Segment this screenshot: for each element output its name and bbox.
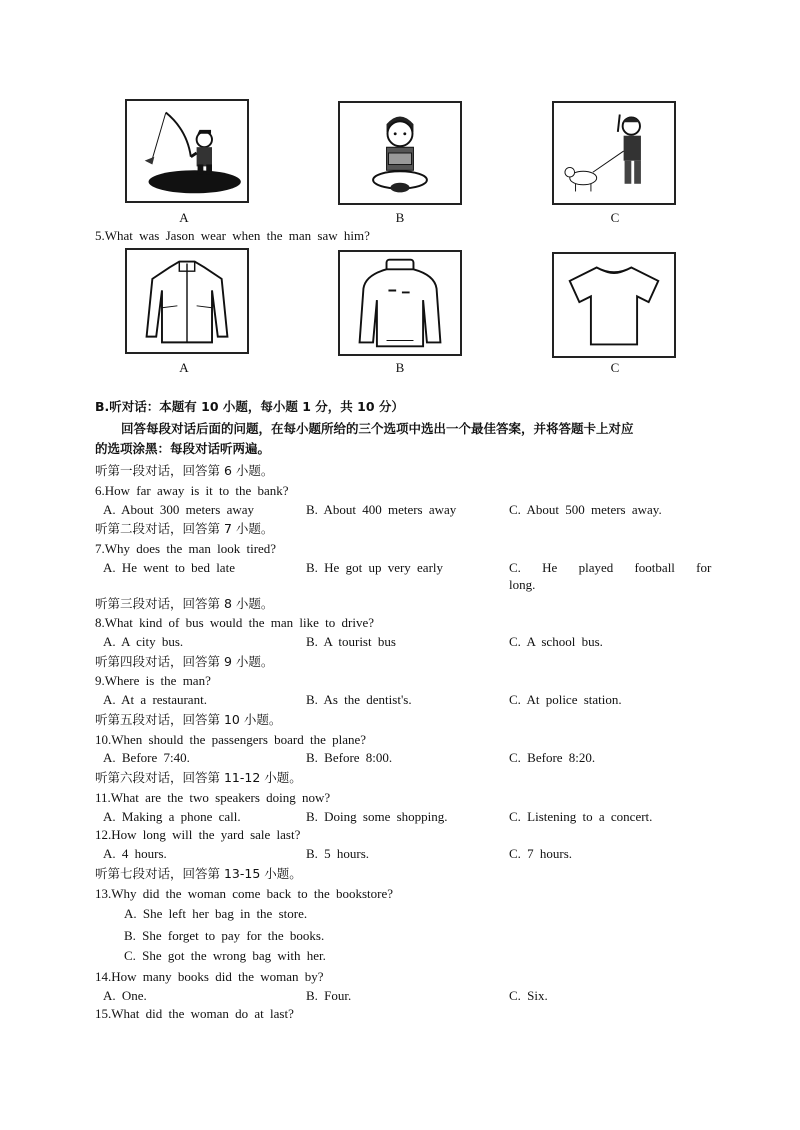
q6-option-b: B. About 400 meters away	[306, 502, 457, 517]
q7-option-c-line2: long.	[509, 577, 536, 592]
segment-6-heading: 听第六段对话，回答第 11-12 小题。	[95, 770, 302, 785]
q7-option-b: B. He got up very early	[306, 560, 444, 575]
section-b-title: B.听对话：本题有 10 小题，每小题 1 分，共 10 分）	[95, 399, 404, 414]
q13-option-b: B. She forget to pay for the books.	[124, 928, 325, 943]
question-5: 5.What was Jason wear when the man saw him?	[95, 228, 370, 243]
q11-option-c: C. Listening to a concert.	[509, 809, 653, 824]
segment-1-heading: 听第一段对话，回答第 6 小题。	[95, 463, 274, 478]
q13-option-a: A. She left her bag in the store.	[124, 906, 308, 921]
segment-3-heading: 听第三段对话，回答第 8 小题。	[95, 596, 274, 611]
q10-option-a: A. Before 7:40.	[103, 750, 190, 765]
q14-option-a: A. One.	[103, 988, 147, 1003]
question-7: 7.Why does the man look tired?	[95, 541, 277, 556]
q7-option-a: A. He went to bed late	[103, 560, 235, 575]
q11-option-b: B. Doing some shopping.	[306, 809, 448, 824]
question-12: 12.How long will the yard sale last?	[95, 827, 301, 842]
jacket-icon	[127, 250, 247, 352]
segment-7-heading: 听第七段对话，回答第 13-15 小题。	[95, 866, 302, 881]
q5-label-b: B	[395, 360, 405, 375]
question-10: 10.When should the passengers board the plane?	[95, 732, 367, 747]
picture-a-fishing	[125, 99, 249, 203]
q14-option-c: C. Six.	[509, 988, 548, 1003]
question-13: 13.Why did the woman come back to the bookstore?	[95, 886, 394, 901]
picture-b-sweater	[338, 250, 462, 356]
question-15: 15.What did the woman do at last?	[95, 1006, 294, 1021]
picture-a-jacket	[125, 248, 249, 354]
segment-2-heading: 听第二段对话，回答第 7 小题。	[95, 521, 274, 536]
q12-option-c: C. 7 hours.	[509, 846, 573, 861]
sweater-icon	[340, 252, 460, 354]
section-b-instruction-line1: 回答每段对话后面的问题，在每小题所给的三个选项中选出一个最佳答案，并将答题卡上对应	[121, 421, 634, 436]
picture-c-t-shirt	[552, 252, 676, 358]
row1-label-a: A	[179, 210, 189, 225]
t-shirt-icon	[554, 254, 674, 356]
q9-option-b: B. As the dentist's.	[306, 692, 412, 707]
question-6: 6.How far away is it to the bank?	[95, 483, 289, 498]
q5-label-a: A	[179, 360, 189, 375]
section-b-instruction-line2: 的选项涂黑：每段对话听两遍。	[95, 441, 271, 456]
q12-option-a: A. 4 hours.	[103, 846, 167, 861]
boy-reading-icon	[340, 103, 460, 203]
q6-option-c: C. About 500 meters away.	[509, 502, 662, 517]
q10-option-b: B. Before 8:00.	[306, 750, 393, 765]
q5-label-c: C	[610, 360, 620, 375]
q7-option-c-line1: C. He played football for	[509, 560, 712, 575]
segment-4-heading: 听第四段对话，回答第 9 小题。	[95, 654, 274, 669]
segment-5-heading: 听第五段对话，回答第 10 小题。	[95, 712, 282, 727]
q9-option-a: A. At a restaurant.	[103, 692, 207, 707]
row1-label-b: B	[395, 210, 405, 225]
q12-option-b: B. 5 hours.	[306, 846, 370, 861]
boy-fishing-icon	[127, 101, 247, 201]
q8-option-a: A. A city bus.	[103, 634, 184, 649]
q9-option-c: C. At police station.	[509, 692, 622, 707]
question-11: 11.What are the two speakers doing now?	[95, 790, 331, 805]
q10-option-c: C. Before 8:20.	[509, 750, 596, 765]
picture-b-reading	[338, 101, 462, 205]
q11-option-a: A. Making a phone call.	[103, 809, 241, 824]
q6-option-a: A. About 300 meters away	[103, 502, 255, 517]
q8-option-b: B. A tourist bus	[306, 634, 396, 649]
q8-option-c: C. A school bus.	[509, 634, 603, 649]
q14-option-b: B. Four.	[306, 988, 352, 1003]
q13-option-c: C. She got the wrong bag with her.	[124, 948, 326, 963]
boy-walking-dog-icon	[554, 103, 674, 203]
question-8: 8.What kind of bus would the man like to drive?	[95, 615, 375, 630]
picture-c-walking-dog	[552, 101, 676, 205]
question-9: 9.Where is the man?	[95, 673, 211, 688]
question-14: 14.How many books did the woman by?	[95, 969, 324, 984]
row1-label-c: C	[610, 210, 620, 225]
